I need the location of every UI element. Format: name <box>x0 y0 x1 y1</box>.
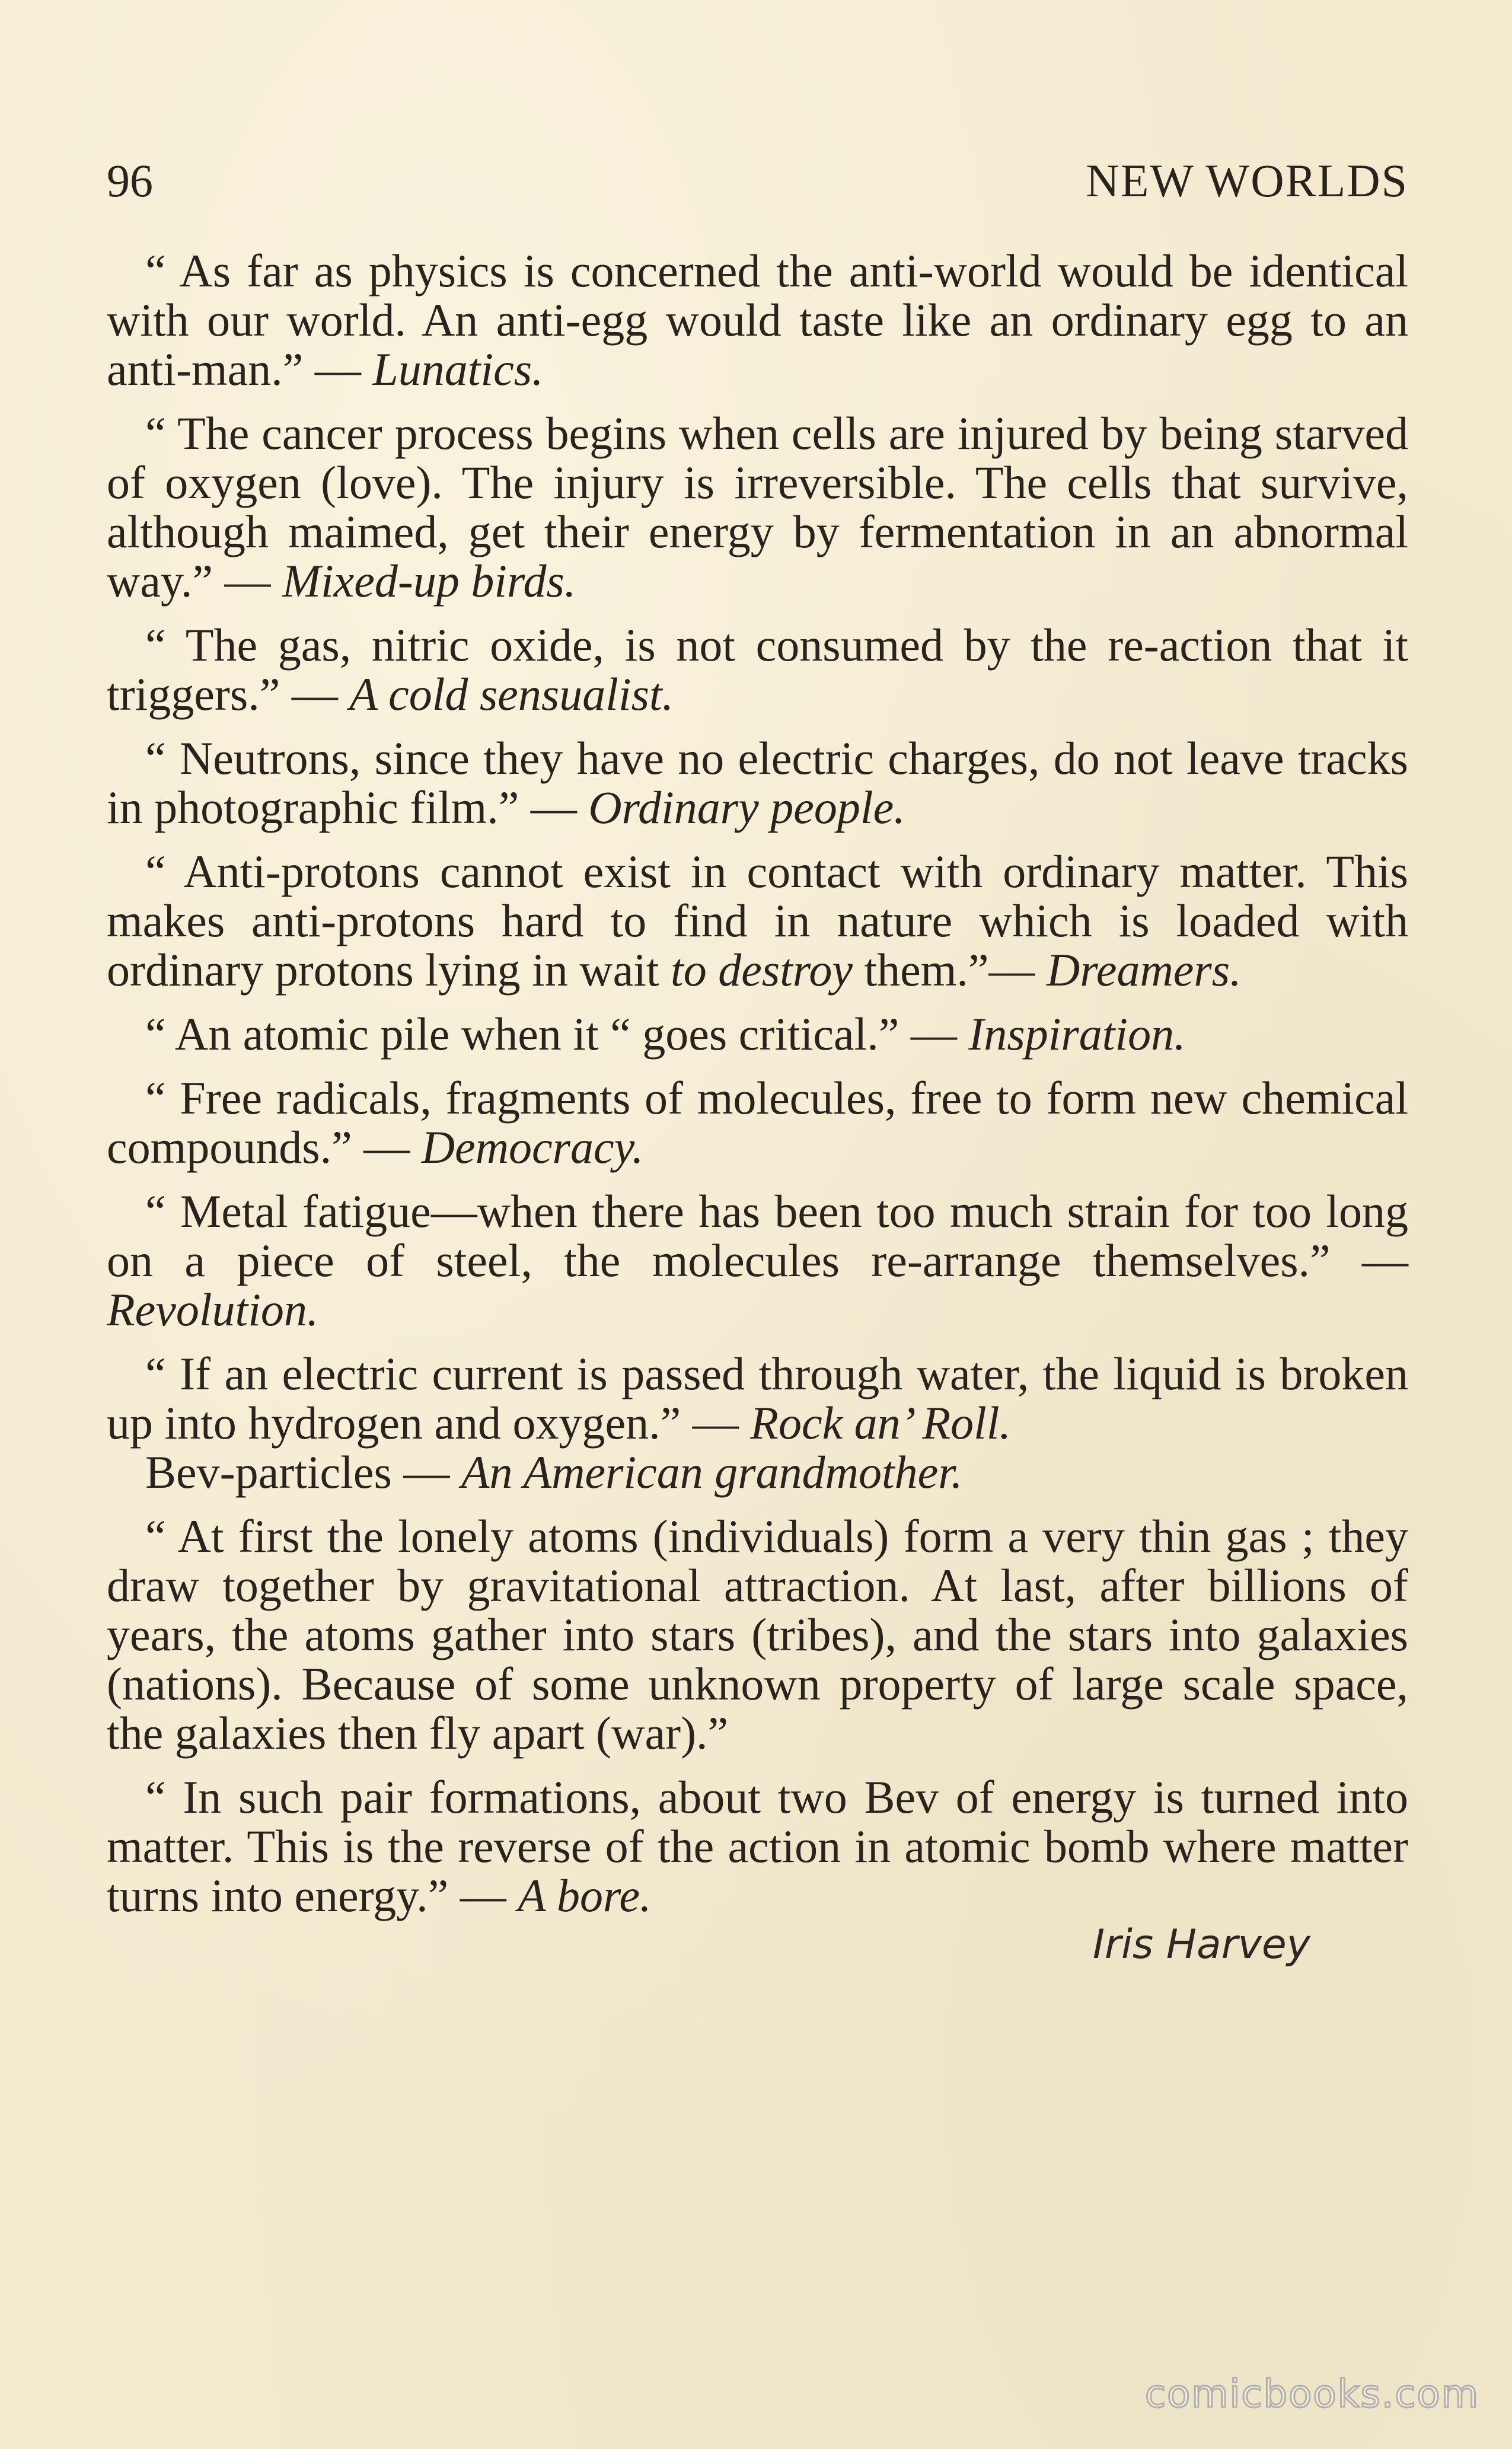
running-head: NEW WORLDS <box>1086 155 1408 206</box>
quote-text: “ If an electric current is passed through water, the liquid is broken up into hydrogen and oxygen.” — <box>107 1348 1408 1449</box>
quote-entry <box>107 734 1408 832</box>
quotations-list <box>107 246 1408 1935</box>
quote-attribution: Revolution. <box>107 1284 319 1335</box>
quote-entry <box>107 246 1408 394</box>
quote-text: “ At first the lonely atoms (individuals) form a very thin gas ; they draw together by gravitational attraction. At last, after billions of years, the atoms gather into stars (tribes), and the stars into galaxies (nations). Because of some unknown property of large scale space, the galaxies then fly apart (war).” <box>107 1510 1408 1759</box>
quote-attribution: Mixed-up birds. <box>282 555 576 607</box>
quote-text: “ Metal fatigue—when there has been too much strain for too long on a piece of steel, the molecules re-arrange themselves.” — <box>107 1185 1408 1286</box>
quote-text: “ Free radicals, fragments of molecules, free to form new chemical compounds.” — <box>107 1072 1408 1173</box>
page-header <box>107 148 1408 213</box>
quote-text-end: them.”— <box>852 944 1047 996</box>
quote-text: “ As far as physics is concerned the anti-world would be identical with our world. An anti-egg would taste like an ordinary egg to an anti-man.” — <box>107 245 1408 395</box>
quote-text: “ In such pair formations, about two Bev of energy is turned into matter. This is the reverse of the action in atomic bomb where matter turns into energy.” — <box>107 1771 1408 1921</box>
quote-entry <box>107 1447 1408 1497</box>
quote-attribution: A cold sensualist. <box>349 668 674 720</box>
quote-text: “ The cancer process begins when cells are injured by being starved of oxygen (love). The injury is irreversible. The cells that survive, although maimed, get their energy by fermentation in an abnormal way.” — <box>107 407 1408 607</box>
watermark: comicbooks.com <box>1144 2373 1479 2416</box>
author-signature: Iris Harvey <box>1092 1921 1310 1968</box>
page-number: 96 <box>107 155 153 206</box>
quote-entry <box>107 1512 1408 1758</box>
quote-attribution: Rock an’ Roll. <box>750 1397 1011 1449</box>
quote-attribution: Inspiration. <box>968 1008 1186 1060</box>
quote-attribution: Ordinary people. <box>588 782 905 833</box>
quote-text: “ An atomic pile when it “ goes critical.” — <box>145 1008 969 1060</box>
quote-entry <box>107 1009 1408 1058</box>
quote-attribution: An American grandmother. <box>461 1446 963 1498</box>
quote-entry <box>107 1073 1408 1172</box>
quote-text: Bev-particles — <box>145 1446 461 1498</box>
quote-entry <box>107 409 1408 605</box>
quote-entry <box>107 1187 1408 1334</box>
quote-entry <box>107 847 1408 994</box>
quote-entry <box>107 1349 1408 1447</box>
quote-emphasis: to destroy <box>671 944 853 996</box>
quote-attribution: Lunatics. <box>372 343 544 395</box>
quote-entry <box>107 620 1408 719</box>
quote-text: “ The gas, nitric oxide, is not consumed by the re-action that it triggers.” — <box>107 619 1408 720</box>
quote-text: “ Neutrons, since they have no electric charges, do not leave tracks in photographic film.” — <box>107 732 1408 833</box>
quote-attribution: Dreamers. <box>1047 944 1242 996</box>
quote-entry <box>107 1772 1408 1920</box>
quote-text: “ Anti-protons cannot exist in contact with ordinary matter. This makes anti-protons hard to find in nature which is loaded with ordinary protons lying in wait <box>107 846 1408 996</box>
quote-attribution: Democracy. <box>421 1121 644 1173</box>
quote-attribution: A bore. <box>518 1870 652 1921</box>
